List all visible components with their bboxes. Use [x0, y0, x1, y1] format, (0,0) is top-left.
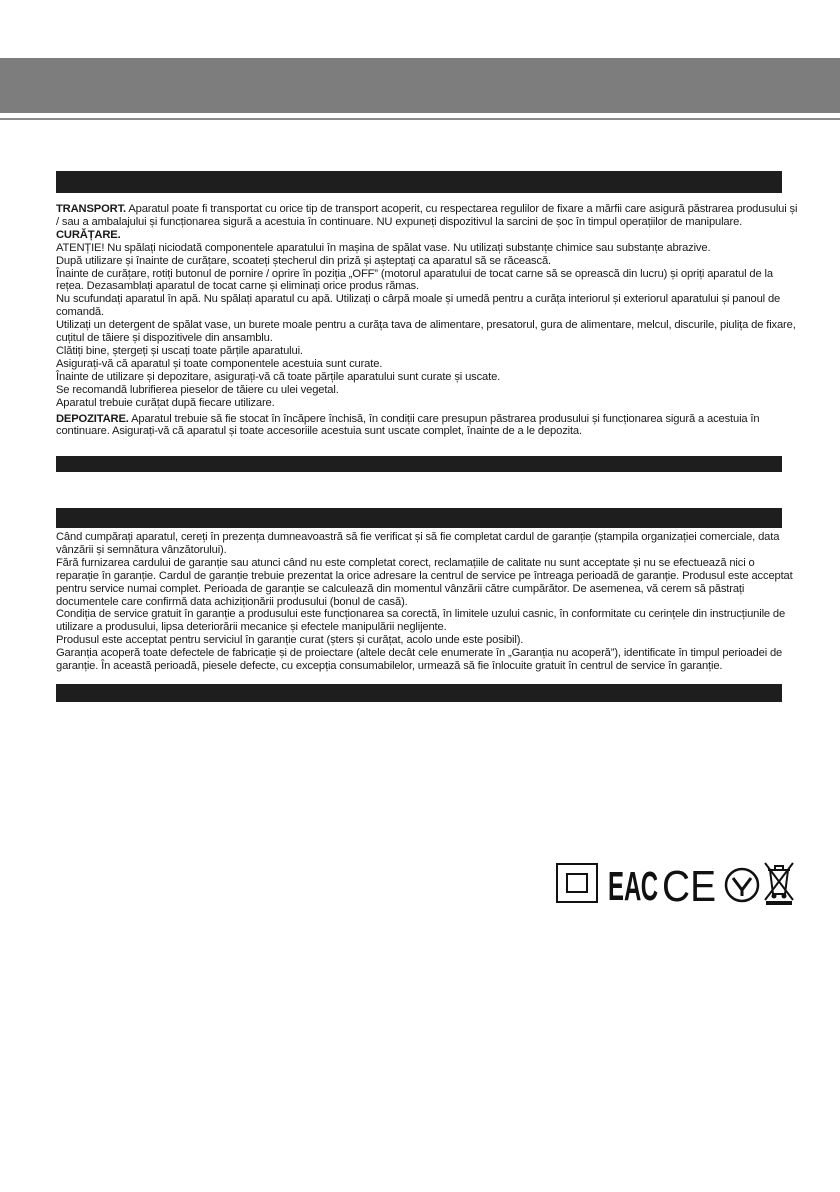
- cleaning-line: Înainte de utilizare și depozitare, asigurați-vă că toate părțile aparatului sunt curate și uscate.: [56, 370, 501, 383]
- ce-mark-text: CE: [662, 862, 716, 906]
- section-bar-bottom-2: [56, 684, 782, 702]
- storage-paragraph: [56, 413, 800, 439]
- cleaning-line: După utilizare și înainte de curățare, scoateți ștecherul din priză și așteptați ca aparatul să se răcească.: [56, 254, 551, 267]
- warranty-line: Când cumpărați aparatul, cereți în prezența dumneavoastră să fie verificat și să fie completat cardul de garanție (ștampila organizației comerciale, data vânzării și semnătura vânzătorului).: [56, 531, 780, 556]
- cleaning-line: Utilizați un detergent de spălat vase, un burete moale pentru a curăța tava de alimentare, presatorul, gura de alimentare, melcul, discurile, piulița de fixare, cuțitul de tăiere și dispozitivele din ansamblu.: [56, 319, 796, 345]
- ukrsepro-mark-icon: [722, 860, 762, 906]
- cleaning-line: Nu scufundați aparatul în apă. Nu spălați aparatul cu apă. Utilizați o cârpă moale și umedă pentru a curăța interiorul și exteriorul aparatului și panoul de comandă.: [56, 293, 781, 319]
- cleaning-line: Înainte de curățare, rotiți butonul de pornire / oprire în poziția „OFF” (motorul aparatului de tocat carne să se oprească din lucru) și opriți aparatul de la rețea. Dezasamblați aparatul de tocat carne și eliminați orice produs rămas.: [56, 267, 773, 293]
- care-section: [56, 203, 800, 438]
- section-bar-bottom-1: [56, 456, 782, 472]
- section-bar-top-2: [56, 508, 782, 528]
- transport-paragraph: [56, 203, 800, 229]
- transport-text: Aparatul poate fi transportat cu orice tip de transport acoperit, cu respectarea regulilor de fixare a mărfii care asigură păstrarea produsului și / sau a ambalajului și funcționarea sigură a acestuia în continuare. NU expuneți dispozitivul la sarcini de șoc în timpul operațiilor de manipulare.: [56, 203, 798, 228]
- header-rule: [0, 118, 840, 120]
- section-bar-top-1: [56, 171, 782, 193]
- cleaning-line: Asigurați-vă că aparatul și toate componentele acestuia sunt curate.: [56, 357, 383, 370]
- cleaning-line: Aparatul trebuie curățat după fiecare utilizare.: [56, 396, 275, 409]
- warranty-line: Garanția acoperă toate defectele de fabricație și de proiectare (altele decât cele enumerate în „Garanția nu acoperă”), identificate în timpul perioadei de garanție. În această perioadă, piesele defecte, cu excepția consumabilelor, urmează să fie înlocuite gratuit în centrul de service în garanție.: [56, 647, 783, 673]
- eac-mark-icon: [608, 860, 658, 906]
- transport-heading: TRANSPORT.: [56, 203, 126, 215]
- ce-mark-icon: [662, 860, 718, 906]
- weee-crossed-bin-icon: [762, 860, 796, 906]
- cleaning-heading: CURĂȚARE.: [56, 228, 121, 241]
- double-insulation-icon: [556, 860, 598, 906]
- storage-text: Aparatul trebuie să fie stocat în încăpere închisă, în condiții care presupun păstrarea produsului și funcționarea sigură a acestuia în continuare. Asigurați-vă că aparatul și toate accesoriile acestuia sunt uscate complet, înainte de a le depozita.: [56, 412, 760, 438]
- cleaning-line: Clătiți bine, ștergeți și uscați toate părțile aparatului.: [56, 344, 303, 357]
- cleaning-line: ATENȚIE! Nu spălați niciodată componentele aparatului în mașina de spălat vase. Nu utilizați substanțe chimice sau substanțe abrazive.: [56, 241, 711, 254]
- warranty-line: Condiția de service gratuit în garanție a produsului este funcționarea sa corectă, în limitele uzului casnic, în conformitate cu cerințele din instrucțiunile de utilizare a produsului, lipsa deteriorării mecanice și efectele manipulării neglijente.: [56, 608, 786, 634]
- warranty-line: Fără furnizarea cardului de garanție sau atunci când nu este completat corect, reclamațiile de calitate nu sunt acceptate și nu se efectuează nici o reparație în garanție. Cardul de garanție trebuie prezentat la orice adresare la centrul de service pe întreaga perioadă de garanție. Produsul este acceptat pentru service numai complet. Perioada de garanție se calculează din momentul vânzării către cumpărător. De asemenea, vă cerem să păstrați documentele care confirmă data achiziționării produsului (bonul de casă).: [56, 556, 793, 608]
- certification-marks: [556, 860, 796, 906]
- warranty-section: [56, 531, 800, 673]
- header-band: [0, 58, 840, 113]
- eac-mark-text: ЕАС: [608, 863, 658, 906]
- cleaning-line: Se recomandă lubrifierea pieselor de tăiere cu ulei vegetal.: [56, 383, 339, 396]
- storage-heading: DEPOZITARE.: [56, 412, 129, 425]
- warranty-line: Produsul este acceptat pentru serviciul în garanție curat (șters și curățat, acolo unde este posibil).: [56, 634, 524, 647]
